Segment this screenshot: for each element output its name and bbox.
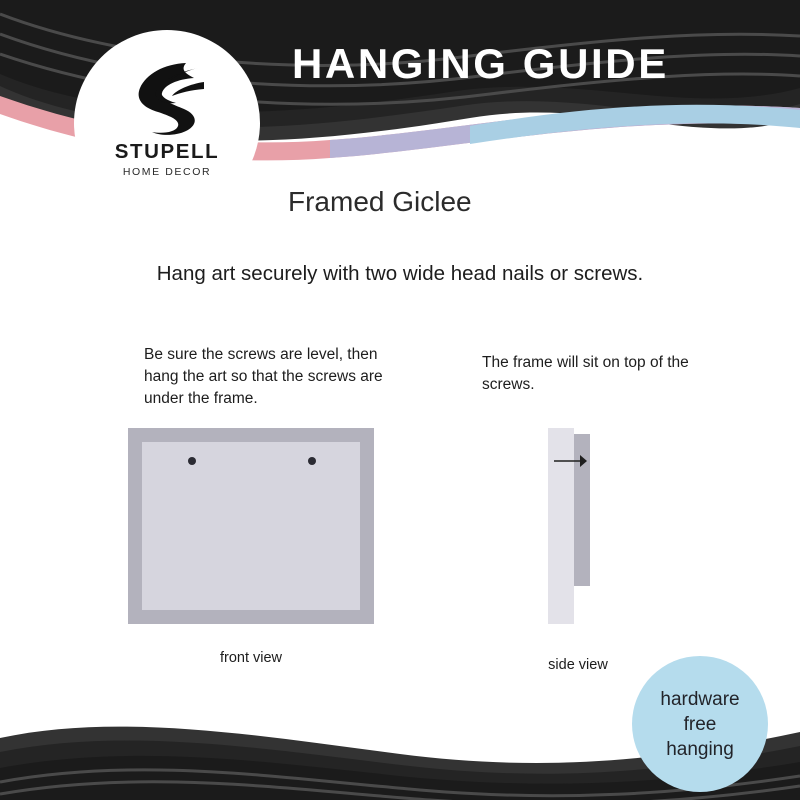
page-title: HANGING GUIDE	[292, 40, 669, 87]
caption-front-view: front view	[219, 650, 283, 666]
lead-instruction: Hang art securely with two wide head nails or screws.	[156, 262, 644, 285]
side-view-diagram	[548, 428, 604, 624]
caption-side-view: side view	[548, 657, 608, 673]
badge-line-2: free	[683, 713, 717, 735]
front-view-diagram	[128, 428, 374, 624]
brand-logo	[74, 30, 260, 216]
screw-head-dot-icon-right	[308, 457, 316, 465]
brand-tagline: HOME DECOR	[122, 165, 212, 178]
note-side-view: The frame will sit on top of the screws.	[482, 354, 689, 393]
badge-line-1: hardware	[660, 688, 740, 710]
frame-artwork-area	[142, 442, 360, 610]
screw-side-icon	[554, 454, 592, 468]
stupell-swoosh-logo-icon	[124, 60, 210, 136]
screw-head-dot-icon-left	[188, 457, 196, 465]
product-type: Framed Giclee	[288, 186, 472, 217]
status-badge	[632, 656, 768, 792]
brand-name: STUPELL	[114, 140, 220, 163]
note-front-view: Be sure the screws are level, then hang the art so that the screws are under the frame.	[144, 346, 383, 407]
badge-line-3: hanging	[666, 738, 734, 760]
